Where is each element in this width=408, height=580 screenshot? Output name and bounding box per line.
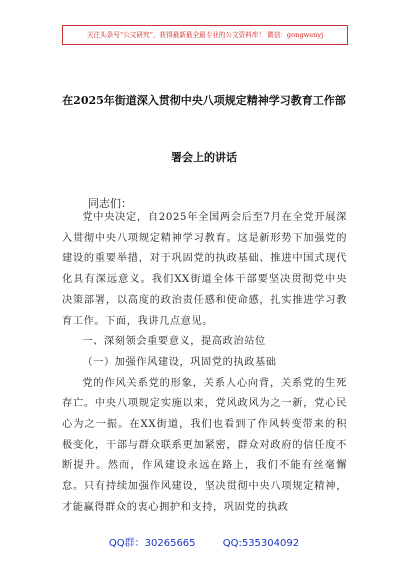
contact-footer — [0, 534, 408, 549]
salutation: 同志们： — [88, 197, 132, 210]
promo-banner — [62, 25, 348, 45]
qq-number: QQ:535304092 — [222, 538, 300, 549]
qq-group-number: QQ群：30265665 — [108, 538, 196, 549]
subsection-heading-1: （一）加强作风建设，巩固党的执政基础 — [82, 356, 277, 368]
document-title-line1: 在2025年街道深入贯彻中央八项规定精神学习教育工作部 — [62, 94, 346, 107]
document-title-line2: 署会上的讲话 — [171, 151, 237, 164]
promo-text: 关注头条号“公文研究”，获得最新最全最专业的公文资料库！ 微信：gongwenyj — [86, 31, 324, 39]
document-body — [62, 208, 347, 519]
paragraph-intro: 党中央决定，自2025年全国两会后至7月在全党开展深入贯彻中央八项规定精神学习教育。这是新形势下加强党的建设的重要举措，对于巩固党的执政基础、推进中国式现代化具有深远意义。我们XX街道全体干部要坚决贯彻党中央决策部署，以高度的政治责任感和使命感，扎实推进学习教育工作。下面，我讲几点意见。 — [62, 212, 347, 327]
paragraph-body: 党的作风关系党的形象，关系人心向背，关系党的生死存亡。中央八项规定实施以来，党风政风为之一新，党心民心为之一振。在XX街道，我们也看到了作风转变带来的积极变化，干部与群众联系更加紧密，群众对政府的信任度不断提升。然而，作风建设永远在路上，我们不能有丝毫懈怠。只有持续加强作风建设，坚决贯彻中央八项规定精神，才能赢得群众的衷心拥护和支持，巩固党的执政 — [62, 377, 347, 513]
section-heading-1: 一、深刻领会重要意义，提高政治站位 — [82, 336, 266, 348]
